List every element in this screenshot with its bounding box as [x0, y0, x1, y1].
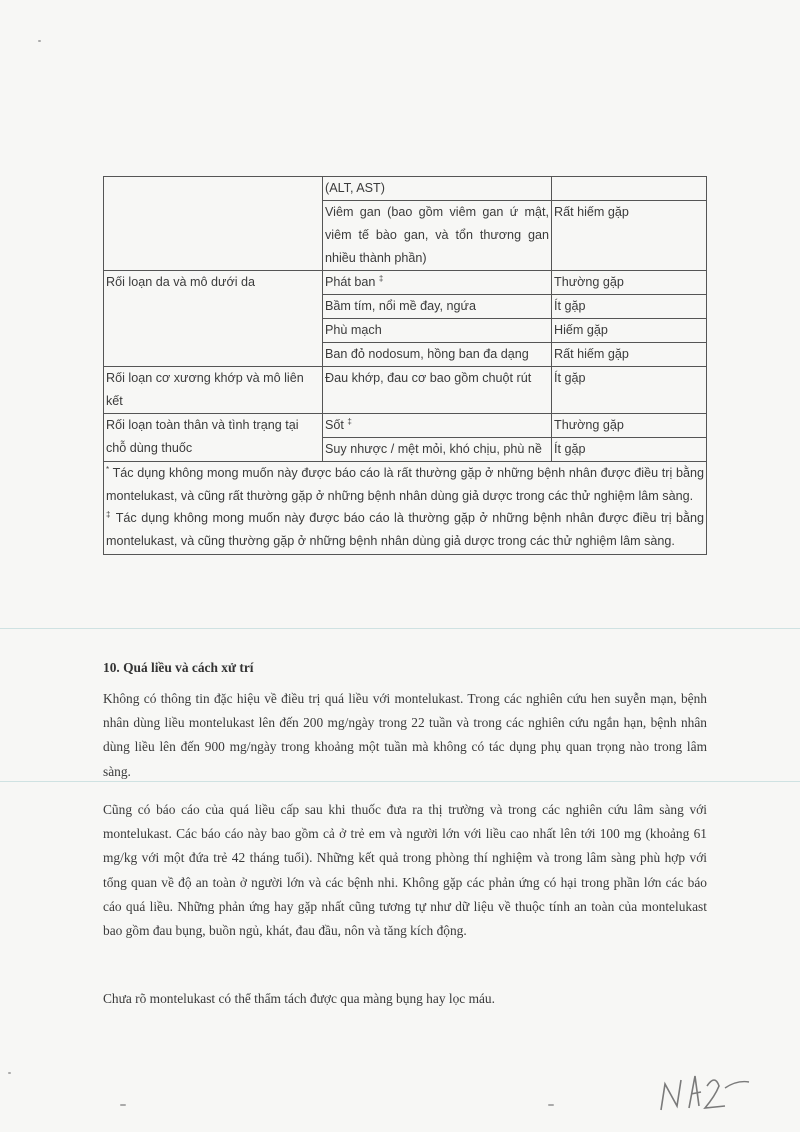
- reaction-cell: Phù mạch: [323, 319, 552, 343]
- frequency-cell: Rất hiếm gặp: [552, 343, 707, 367]
- scan-speck: [38, 40, 41, 42]
- reaction-cell: Bầm tím, nổi mề đay, ngứa: [323, 295, 552, 319]
- frequency-cell: [552, 177, 707, 201]
- scan-speck: [8, 1072, 11, 1074]
- table-row: [104, 177, 707, 201]
- organ-cell: [104, 177, 323, 271]
- paragraph: Không có thông tin đặc hiệu về điều trị quá liều với montelukast. Trong các nghiên cứu hen suyễn mạn, bệnh nhân dùng liều montelukast lên đến 200 mg/ngày trong 22 tuần và trong các nghiên cứu ngắn hạn, bệnh nhân dùng liều lên đến 900 mg/ngày trong khoảng một tuần mà không có tác dụng phụ quan trọng nào trong lâm sàng.: [103, 691, 707, 779]
- footnote-symbol: ‡: [106, 509, 112, 519]
- organ-cell: Rối loạn toàn thân và tình trạng tại chỗ dùng thuốc: [104, 414, 323, 462]
- frequency-cell: Thường gặp: [552, 271, 707, 295]
- footnote-marker: ‡: [347, 416, 352, 426]
- frequency-cell: Thường gặp: [552, 414, 707, 438]
- adverse-effects-table: [103, 176, 707, 555]
- frequency-cell: Rất hiếm gặp: [552, 201, 707, 271]
- organ-cell: Rối loạn da và mô dưới da: [104, 271, 323, 367]
- handwritten-initials-signature: [655, 1062, 755, 1117]
- scan-speck: [120, 1104, 126, 1106]
- table-row: [104, 367, 707, 414]
- footnote-text: Tác dụng không mong muốn này được báo cáo là rất thường gặp ở những bệnh nhân được điều trị bằng montelukast, và cũng rất thường gặp ở những bệnh nhân dùng giả dược trong các thử nghiệm lâm sàng.: [106, 466, 704, 503]
- reaction-text: Sốt: [325, 418, 344, 432]
- paragraph: Cũng có báo cáo của quá liều cấp sau khi thuốc đưa ra thị trường và trong các nghiên cứu lâm sàng với montelukast. Các báo cáo này bao gồm cả ở trẻ em và người lớn với liều cao nhất lên tới 100 mg (khoảng 61 mg/kg với một đứa trẻ 42 tháng tuổi). Những kết quả trong phòng thí nghiệm và trong lâm sàng phù hợp với tổng quan về độ an toàn ở người lớn và các bệnh nhi. Không gặp các phản ứng có hại trong phần lớn các báo cáo quá liều. Những phản ứng hay gặp nhất cũng tương tự như dữ liệu về thuộc tính an toàn của montelukast bao gồm đau bụng, buồn ngủ, khát, đau đầu, nôn và tăng kích động.: [103, 802, 707, 939]
- footnote-symbol: *: [106, 464, 110, 474]
- reaction-cell: Suy nhược / mệt mỏi, khó chịu, phù nề: [323, 438, 552, 462]
- footnote: [106, 462, 704, 507]
- frequency-cell: Hiếm gặp: [552, 319, 707, 343]
- frequency-cell: Ít gặp: [552, 295, 707, 319]
- table-footnotes-row: [104, 462, 707, 555]
- footnote-marker: ‡: [378, 273, 384, 283]
- paragraph: Chưa rõ montelukast có thể thẩm tách được qua màng bụng hay lọc máu.: [103, 991, 495, 1006]
- table-row: [104, 414, 707, 438]
- scan-artifact-line: [0, 628, 800, 629]
- footnote: [106, 507, 704, 552]
- reaction-cell: Đau khớp, đau cơ bao gồm chuột rút: [323, 367, 552, 414]
- table-row: [104, 271, 707, 295]
- reaction-cell: Ban đỏ nodosum, hồng ban đa dạng: [323, 343, 552, 367]
- reaction-cell: (ALT, AST): [323, 177, 552, 201]
- reaction-text: Phát ban: [325, 275, 376, 289]
- footnote-text: Tác dụng không mong muốn này được báo cáo là thường gặp ở những bệnh nhân được điều trị bằng montelukast, và cũng thường gặp ở những bệnh nhân dùng giả dược trong các thử nghiệm lâm sàng.: [106, 511, 705, 548]
- frequency-cell: Ít gặp: [552, 367, 707, 414]
- organ-cell: Rối loạn cơ xương khớp và mô liên kết: [104, 367, 323, 414]
- reaction-cell: [323, 414, 552, 438]
- section-heading: 10. Quá liều và cách xử trí: [103, 660, 254, 675]
- frequency-cell: Ít gặp: [552, 438, 707, 462]
- reaction-cell: [323, 271, 552, 295]
- table-footnotes: [104, 462, 707, 555]
- reaction-cell: Viêm gan (bao gồm viêm gan ứ mật, viêm tế bào gan, và tổn thương gan nhiều thành phần): [323, 201, 552, 271]
- scan-speck: [548, 1104, 554, 1106]
